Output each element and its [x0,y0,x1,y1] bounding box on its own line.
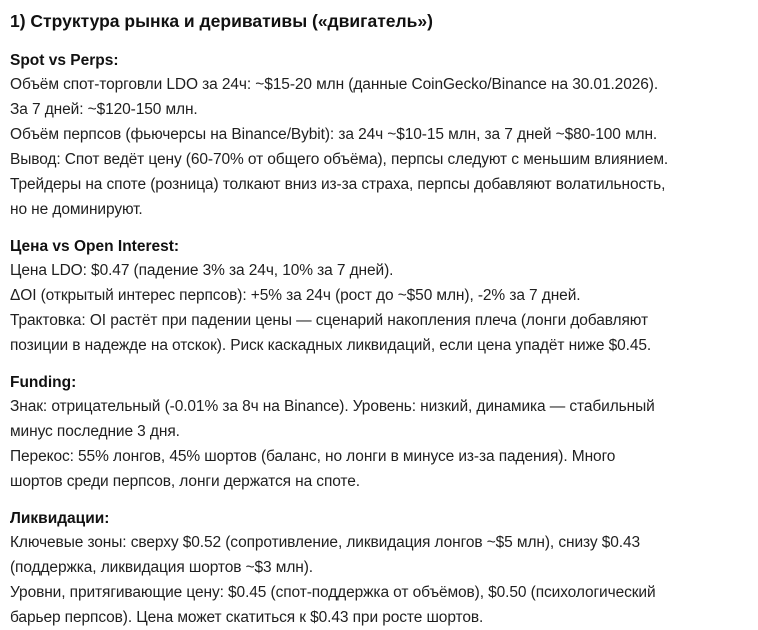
text-line: Объём спот-торговли LDO за 24ч: ~$15-20 млн (данные CoinGecko/Binance на 30.01.2026). [10,76,659,93]
section-liquidations [10,508,748,630]
text-line: позиции в надежде на отскок). Риск каскадных ликвидаций, если цена упадёт ниже $0.45. [10,337,652,354]
text-line: шортов среди перпсов, лонги держатся на споте. [10,473,360,490]
section-heading: Цена vs Open Interest: [10,238,180,255]
text-line: Цена LDO: $0.47 (падение 3% за 24ч, 10% за 7 дней). [10,262,394,279]
text-line: ΔOI (открытый интерес перпсов): +5% за 24ч (рост до ~$50 млн), -2% за 7 дней. [10,287,581,304]
text-line: Уровни, притягивающие цену: $0.45 (спот-поддержка от объёмов), $0.50 (психологический [10,584,656,601]
text-line: Вывод: Спот ведёт цену (60-70% от общего объёма), перпсы следуют с меньшим влиянием. [10,151,669,168]
section-funding [10,372,748,494]
text-line: Ключевые зоны: сверху $0.52 (сопротивление, ликвидация лонгов ~$5 млн), снизу $0.43 [10,534,640,551]
section-heading: Spot vs Perps: [10,52,119,69]
section-heading: Funding: [10,374,77,391]
text-line: За 7 дней: ~$120-150 млн. [10,101,198,118]
section-heading: Ликвидации: [10,510,110,527]
text-line: Трактовка: OI растёт при падении цены — сценарий накопления плеча (лонги добавляют [10,312,648,329]
text-line: барьер перпсов). Цена может скатиться к $0.43 при росте шортов. [10,609,484,626]
page-title: 1) Структура рынка и деривативы («двигатель») [10,11,433,31]
text-line: Трейдеры на споте (розница) толкают вниз из-за страха, перпсы добавляют волатильность, [10,176,666,193]
text-line: но не доминируют. [10,201,143,218]
section-spot-vs-perps [10,50,748,222]
text-line: минус последние 3 дня. [10,423,180,440]
text-line: Перекос: 55% лонгов, 45% шортов (баланс, но лонги в минусе из-за падения). Много [10,448,616,465]
text-line: Объём перпсов (фьючерсы на Binance/Bybit): за 24ч ~$10-15 млн, за 7 дней ~$80-100 млн. [10,126,658,143]
section-price-vs-oi [10,236,748,358]
text-line: Знак: отрицательный (-0.01% за 8ч на Binance). Уровень: низкий, динамика — стабильный [10,398,655,415]
text-line: (поддержка, ликвидация шортов ~$3 млн). [10,559,314,576]
